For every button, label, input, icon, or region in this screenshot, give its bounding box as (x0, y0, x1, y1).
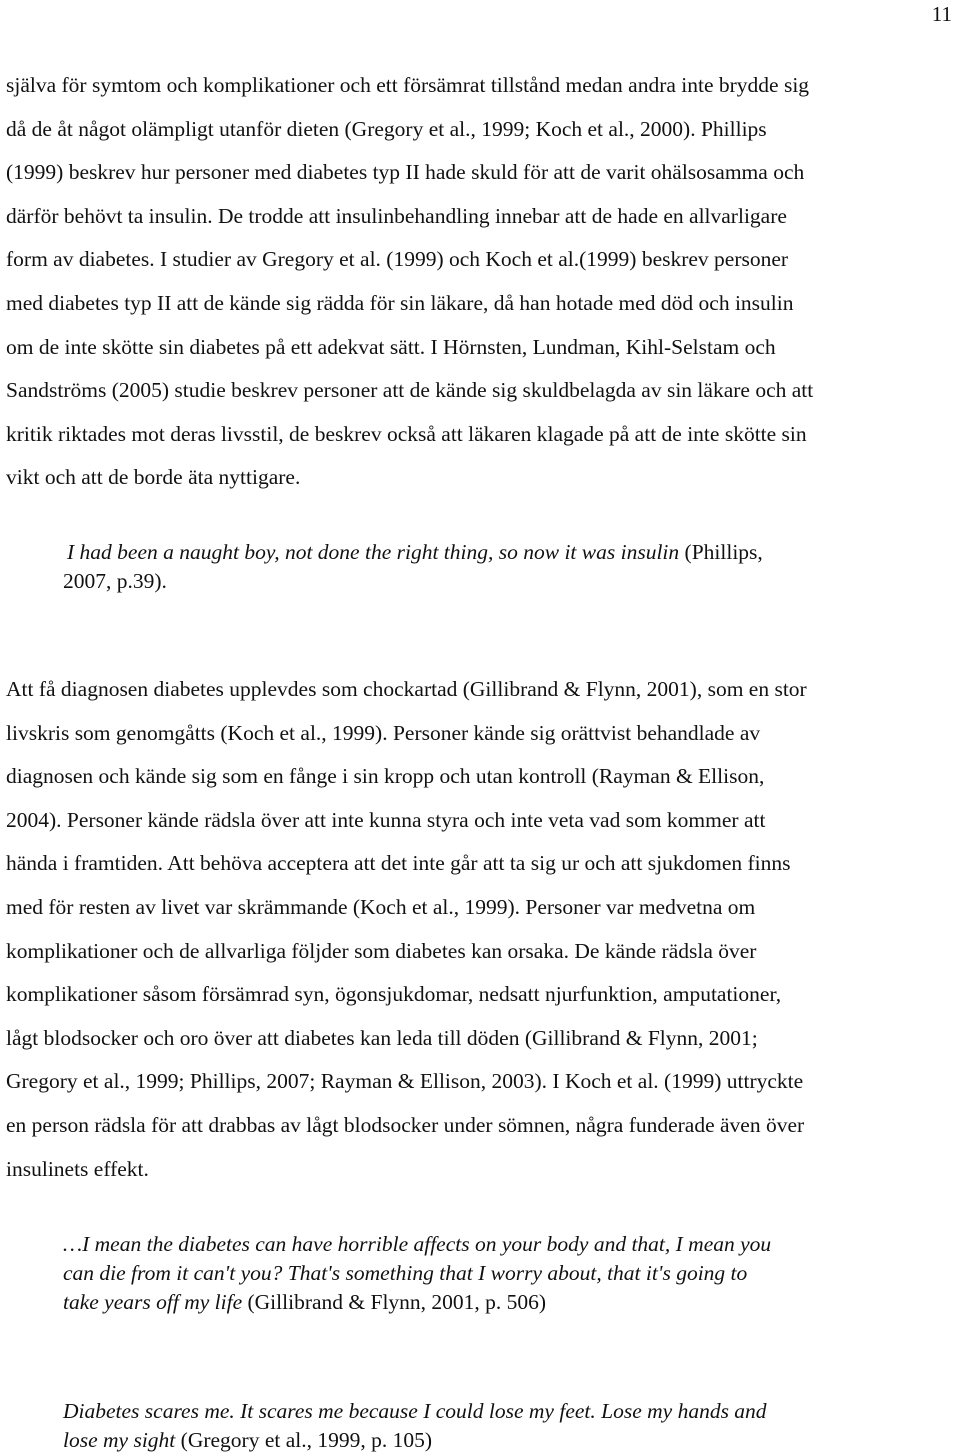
quote-line (63, 1397, 943, 1426)
quote-italic-text: I had been a naught boy, not done the right thing, so now it was insulin (67, 540, 680, 564)
text-line: med för resten av livet var skrämmande (Koch et al., 1999). Personer var medvetna om (6, 894, 756, 919)
quote-citation: (Gregory et al., 1999, p. 105) (175, 1428, 433, 1452)
quote-citation: (Gillibrand & Flynn, 2001, p. 506) (242, 1290, 547, 1314)
quote-italic-text: take years off my life (63, 1290, 243, 1314)
body-paragraph-1 (6, 64, 956, 500)
text-line: själva för symtom och komplikationer och ett försämrat tillstånd medan andra inte brydde sig (6, 73, 810, 97)
block-quote-1 (63, 538, 947, 596)
text-line: om de inte skötte sin diabetes på ett adekvat sätt. I Hörnsten, Lundman, Kihl-Selstam och (6, 334, 776, 359)
block-quote-2 (63, 1230, 943, 1317)
text-line: därför behövt ta insulin. De trodde att insulinbehandling innebar att de hade en allvarligare (6, 203, 787, 228)
text-line: (1999) beskrev hur personer med diabetes typ II hade skuld för att de varit ohälsosamma och (6, 160, 805, 185)
text-line: då de åt något olämpligt utanför dieten (Gregory et al., 1999; Koch et al., 2000). Phillips (6, 116, 767, 141)
quote-italic-text: …I mean the diabetes can have horrible affects on your body and that, I mean you (63, 1232, 772, 1256)
quote-line (67, 538, 947, 567)
quote-citation: (Phillips, (679, 540, 763, 564)
text-line: diagnosen och kände sig som en fånge i sin kropp och utan kontroll (Rayman & Ellison, (6, 764, 765, 789)
quote-line (63, 1288, 943, 1317)
quote-italic-text: lose my sight (63, 1428, 176, 1452)
body-paragraph-2 (6, 668, 956, 1191)
text-line: Gregory et al., 1999; Phillips, 2007; Rayman & Ellison, 2003). I Koch et al. (1999) uttryckte (6, 1069, 804, 1094)
block-quote-3 (63, 1397, 943, 1455)
text-line: 2004). Personer kände rädsla över att inte kunna styra och inte veta vad som kommer att (6, 807, 766, 832)
text-line: kritik riktades mot deras livsstil, de beskrev också att läkaren klagade på att de inte skötte sin (6, 421, 807, 446)
quote-italic-text: Diabetes scares me. It scares me because I could lose my feet. Lose my hands and (63, 1399, 767, 1423)
quote-citation: 2007, p.39). (63, 569, 167, 593)
page-number: 11 (931, 2, 952, 26)
quote-line (63, 567, 947, 596)
quote-line (63, 1259, 943, 1288)
text-line: med diabetes typ II att de kände sig rädda för sin läkare, då han hotade med död och insulin (6, 290, 794, 315)
text-line: Sandströms (2005) studie beskrev personer att de kände sig skuldbelagda av sin läkare och att (6, 378, 814, 403)
text-line: vikt och att de borde äta nyttigare. (6, 465, 301, 490)
text-line: komplikationer såsom försämrad syn, ögonsjukdomar, nedsatt njurfunktion, amputationer, (6, 982, 782, 1007)
text-line: Att få diagnosen diabetes upplevdes som chockartad (Gillibrand & Flynn, 2001), som en stor (6, 677, 807, 701)
text-line: komplikationer och de allvarliga följder som diabetes kan orsaka. De kände rädsla över (6, 938, 757, 963)
text-line: insulinets effekt. (6, 1156, 149, 1181)
text-line: lågt blodsocker och oro över att diabetes kan leda till döden (Gillibrand & Flynn, 2001; (6, 1025, 758, 1050)
quote-line (63, 1230, 943, 1259)
quote-line (63, 1426, 943, 1455)
text-line: hända i framtiden. Att behöva acceptera att det inte går att ta sig ur och att sjukdomen finns (6, 851, 791, 876)
text-line: en person rädsla för att drabbas av lågt blodsocker under sömnen, några funderade även över (6, 1112, 805, 1137)
text-line: livskris som genomgåtts (Koch et al., 1999). Personer kände sig orättvist behandlade av (6, 720, 761, 745)
quote-italic-text: can die from it can't you? That's something that I worry about, that it's going to (63, 1261, 748, 1285)
text-line: form av diabetes. I studier av Gregory et al. (1999) och Koch et al.(1999) beskrev personer (6, 247, 789, 272)
